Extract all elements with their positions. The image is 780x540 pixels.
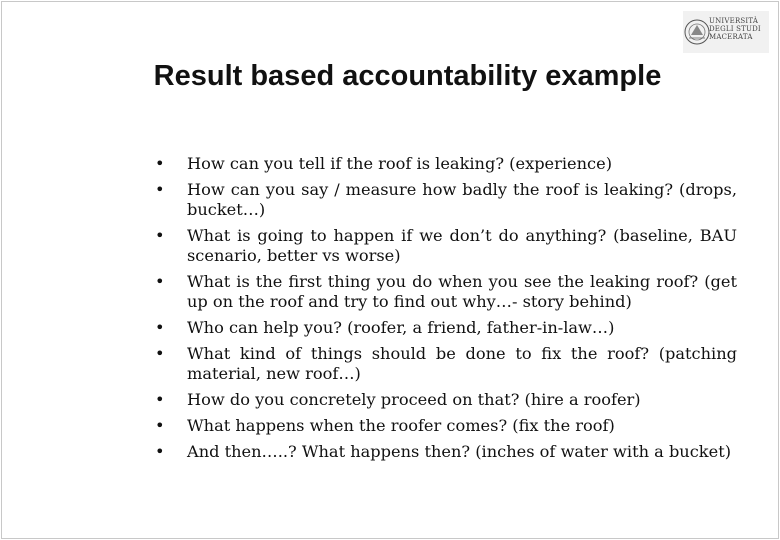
list-item: [155, 442, 737, 462]
list-item-text: How do you concretely proceed on that? (hire a roofer): [187, 390, 641, 409]
bullet-marker: •: [155, 272, 165, 291]
list-item: [155, 390, 737, 410]
list-item-text: What is the first thing you do when you see the leaking roof? (get up on the roof and try to find out why…- story behind): [187, 272, 737, 311]
logo-line: MACERATA: [709, 33, 753, 41]
list-item: [155, 344, 737, 384]
list-item-text: Who can help you? (roofer, a friend, father-in-law…): [187, 318, 615, 337]
list-item-text: What is going to happen if we don’t do anything? (baseline, BAU scenario, better vs worse): [187, 226, 737, 265]
list-item: [155, 154, 737, 174]
list-item: [155, 272, 737, 312]
list-item: [155, 416, 737, 436]
university-logo: [683, 11, 769, 53]
list-item-text: What happens when the roofer comes? (fix the roof): [187, 416, 615, 435]
bullet-marker: •: [155, 226, 165, 245]
logo-line: UNIVERSITÀ: [709, 17, 759, 25]
bullet-marker: •: [155, 390, 165, 409]
logo-text: [709, 17, 761, 41]
list-item-text: How can you say / measure how badly the roof is leaking? (drops, bucket…): [187, 180, 737, 219]
bullet-marker: •: [155, 416, 165, 435]
list-item-text: And then…..? What happens then? (inches of water with a bucket): [187, 442, 732, 461]
logo-line: DEGLI STUDI: [709, 25, 761, 33]
list-item-text: What kind of things should be done to fix the roof? (patching material, new roof…): [187, 344, 737, 383]
bullet-marker: •: [155, 344, 165, 363]
list-item-text: How can you tell if the roof is leaking? (experience): [187, 154, 613, 173]
bullet-marker: •: [155, 318, 165, 337]
slide-title: Result based accountability example: [153, 60, 662, 92]
list-item: [155, 180, 737, 220]
bullet-marker: •: [155, 154, 165, 173]
list-item: [155, 318, 737, 338]
bullet-marker: •: [155, 442, 165, 461]
list-item: [155, 226, 737, 266]
bullet-list: [155, 154, 737, 468]
bullet-marker: •: [155, 180, 165, 199]
